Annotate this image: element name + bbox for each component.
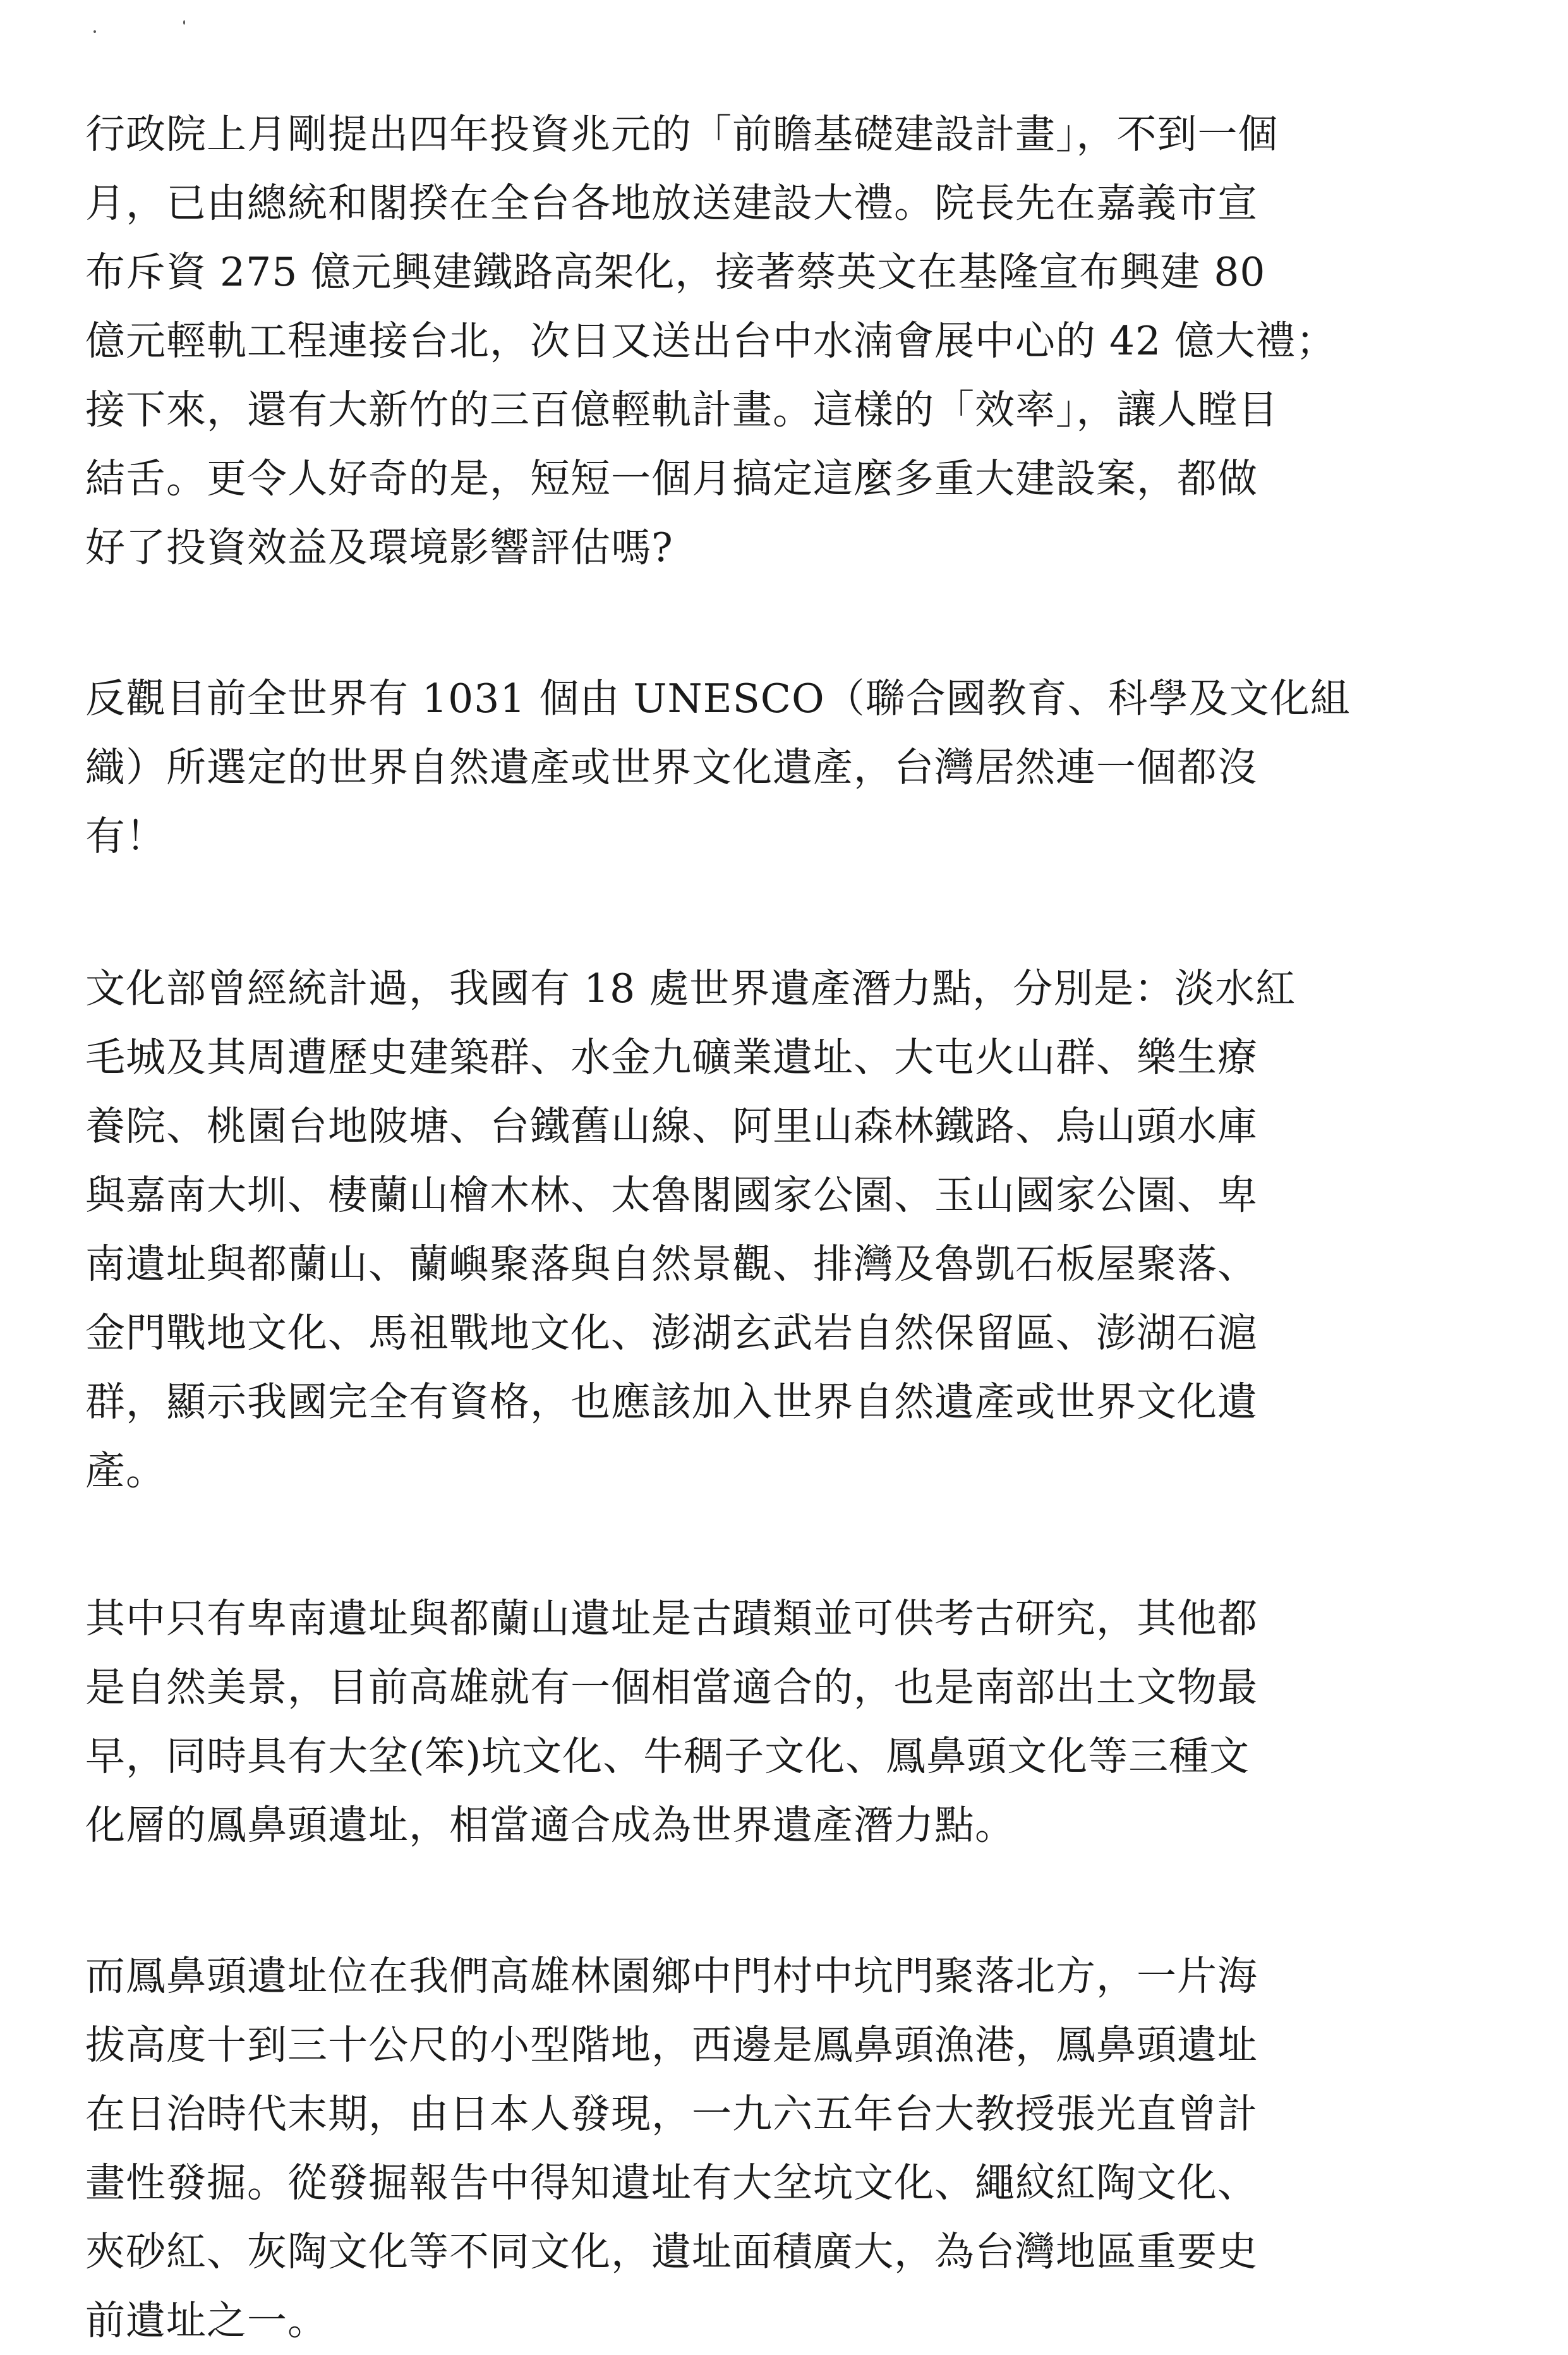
text-line: 織）所選定的世界自然遺產或世界文化遺產，台灣居然連一個都沒 bbox=[85, 744, 1258, 790]
text-line: 拔高度十到三十公尺的小型階地，西邊是鳳鼻頭漁港，鳳鼻頭遺址 bbox=[85, 2022, 1258, 2068]
text-line: 接下來，還有大新竹的三百億輕軌計畫。這樣的「效率」，讓人瞠目 bbox=[85, 387, 1279, 433]
text-line: 前遺址之一。 bbox=[85, 2297, 328, 2344]
text-line: 夾砂紅、灰陶文化等不同文化，遺址面積廣大，為台灣地區重要史 bbox=[85, 2229, 1258, 2275]
paragraph-fengbitou-site bbox=[85, 1942, 1494, 2355]
text-line: 好了投資效益及環境影響評估嗎? bbox=[85, 524, 673, 571]
text-line: 月，已由總統和閣揆在全台各地放送建設大禮。院長先在嘉義市宣 bbox=[85, 180, 1258, 226]
text-line: 群，顯示我國完全有資格，也應該加入世界自然遺產或世界文化遺 bbox=[85, 1379, 1258, 1425]
text-line: 與嘉南大圳、棲蘭山檜木林、太魯閣國家公園、玉山國家公園、卑 bbox=[85, 1172, 1258, 1218]
text-line: 是自然美景，目前高雄就有一個相當適合的，也是南部出土文物最 bbox=[85, 1664, 1258, 1710]
text-line: 而鳳鼻頭遺址位在我們高雄林園鄉中門村中坑門聚落北方，一片海 bbox=[85, 1953, 1258, 1999]
text-line: 布斥資 275 億元興建鐵路高架化，接著蔡英文在基隆宣布興建 80 bbox=[85, 249, 1266, 295]
text-line: 南遺址與都蘭山、蘭嶼聚落與自然景觀、排灣及魯凱石板屋聚落、 bbox=[85, 1241, 1258, 1287]
paragraph-infrastructure bbox=[85, 100, 1494, 582]
text-line: 其中只有卑南遺址與都蘭山遺址是古蹟類並可供考古研究，其他都 bbox=[85, 1595, 1258, 1642]
paragraph-fengbitou-proposal bbox=[85, 1584, 1494, 1860]
text-line: 產。 bbox=[85, 1448, 166, 1494]
paragraph-potential-sites bbox=[85, 954, 1494, 1505]
text-line: 反觀目前全世界有 1031 個由 UNESCO（聯合國教育、科學及文化組 bbox=[85, 675, 1351, 722]
scan-speck bbox=[93, 30, 96, 33]
text-line: 畫性發掘。從發掘報告中得知遺址有大坌坑文化、繩紋紅陶文化、 bbox=[85, 2160, 1258, 2206]
text-line: 在日治時代末期，由日本人發現，一九六五年台大教授張光直曾計 bbox=[85, 2091, 1258, 2137]
scan-speck bbox=[183, 20, 185, 25]
text-line: 養院、桃園台地陂塘、台鐵舊山線、阿里山森林鐵路、烏山頭水庫 bbox=[85, 1103, 1258, 1149]
text-line: 有！ bbox=[85, 813, 166, 859]
text-line: 化層的鳳鼻頭遺址，相當適合成為世界遺產潛力點。 bbox=[85, 1802, 1015, 1848]
text-line: 億元輕軌工程連接台北，次日又送出台中水湳會展中心的 42 億大禮； bbox=[85, 318, 1337, 364]
text-line: 行政院上月剛提出四年投資兆元的「前瞻基礎建設計畫」，不到一個 bbox=[85, 111, 1279, 157]
text-line: 結舌。更令人好奇的是，短短一個月搞定這麼多重大建設案，都做 bbox=[85, 456, 1258, 502]
text-line: 文化部曾經統計過，我國有 18 處世界遺產潛力點，分別是：淡水紅 bbox=[85, 966, 1296, 1012]
document-body bbox=[85, 100, 1494, 2355]
text-line: 金門戰地文化、馬祖戰地文化、澎湖玄武岩自然保留區、澎湖石滬 bbox=[85, 1310, 1258, 1356]
text-line: 早，同時具有大坌(笨)坑文化、牛稠子文化、鳳鼻頭文化等三種文 bbox=[85, 1733, 1250, 1779]
paragraph-unesco bbox=[85, 664, 1494, 871]
text-line: 毛城及其周遭歷史建築群、水金九礦業遺址、大屯火山群、樂生療 bbox=[85, 1034, 1258, 1081]
